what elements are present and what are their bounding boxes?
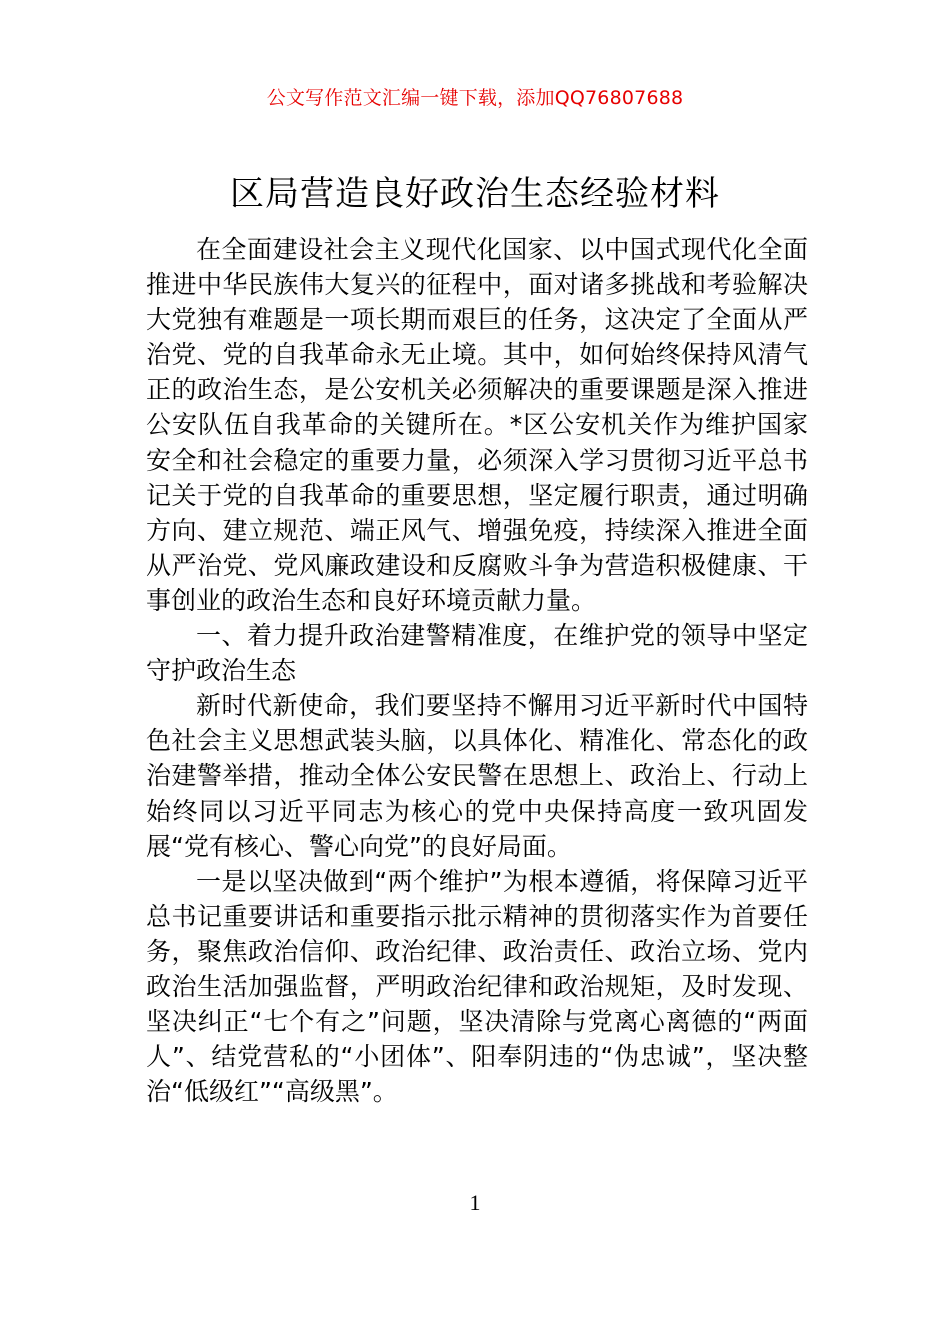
section-heading-1: 一、着力提升政治建警精准度，在维护党的领导中坚定守护政治生态 [146,621,808,686]
paragraph-point-1: 一是以坚决做到“两个维护”为根本遵循，将保障习近平总书记重要讲话和重要指示批示精神的贯彻落实作为首要任务，聚焦政治信仰、政治纪律、政治责任、政治立场、党内政治生活加强监督，严明政治纪律和政治规矩，及时发现、坚决纠正“七个有之”问题，坚决清除与党离心离德的“两面人”、结党营私的“小团体”、阳奉阴违的“伪忠诚”，坚决整治“低级红”“高级黑”。 [146,866,808,1107]
document-title: 区局营造良好政治生态经验材料 [230,174,720,214]
document-body [146,232,808,1109]
paragraph-section-1: 新时代新使命，我们要坚持不懈用习近平新时代中国特色社会主义思想武装头脑，以具体化、精准化、常态化的政治建警举措，推动全体公安民警在思想上、政治上、行动上始终同以习近平同志为核心的党中央保持高度一致巩固发展“党有核心、警心向党”的良好局面。 [146,691,808,861]
download-notice: 公文写作范文汇编一键下载，添加QQ76807688 [266,87,684,109]
page-number: 1 [469,1190,481,1215]
paragraph-intro: 在全面建设社会主义现代化国家、以中国式现代化全面推进中华民族伟大复兴的征程中，面对诸多挑战和考验解决大党独有难题是一项长期而艰巨的任务，这决定了全面从严治党、党的自我革命永无止境。其中，如何始终保持风清气正的政治生态，是公安机关必须解决的重要课题是深入推进公安队伍自我革命的关键所在。*区公安机关作为维护国家安全和社会稳定的重要力量，必须深入学习贯彻习近平总书记关于党的自我革命的重要思想，坚定履行职责，通过明确方向、建立规范、端正风气、增强免疫，持续深入推进全面从严治党、党风廉政建设和反腐败斗争为营造积极健康、干事创业的政治生态和良好环境贡献力量。 [146,235,808,615]
